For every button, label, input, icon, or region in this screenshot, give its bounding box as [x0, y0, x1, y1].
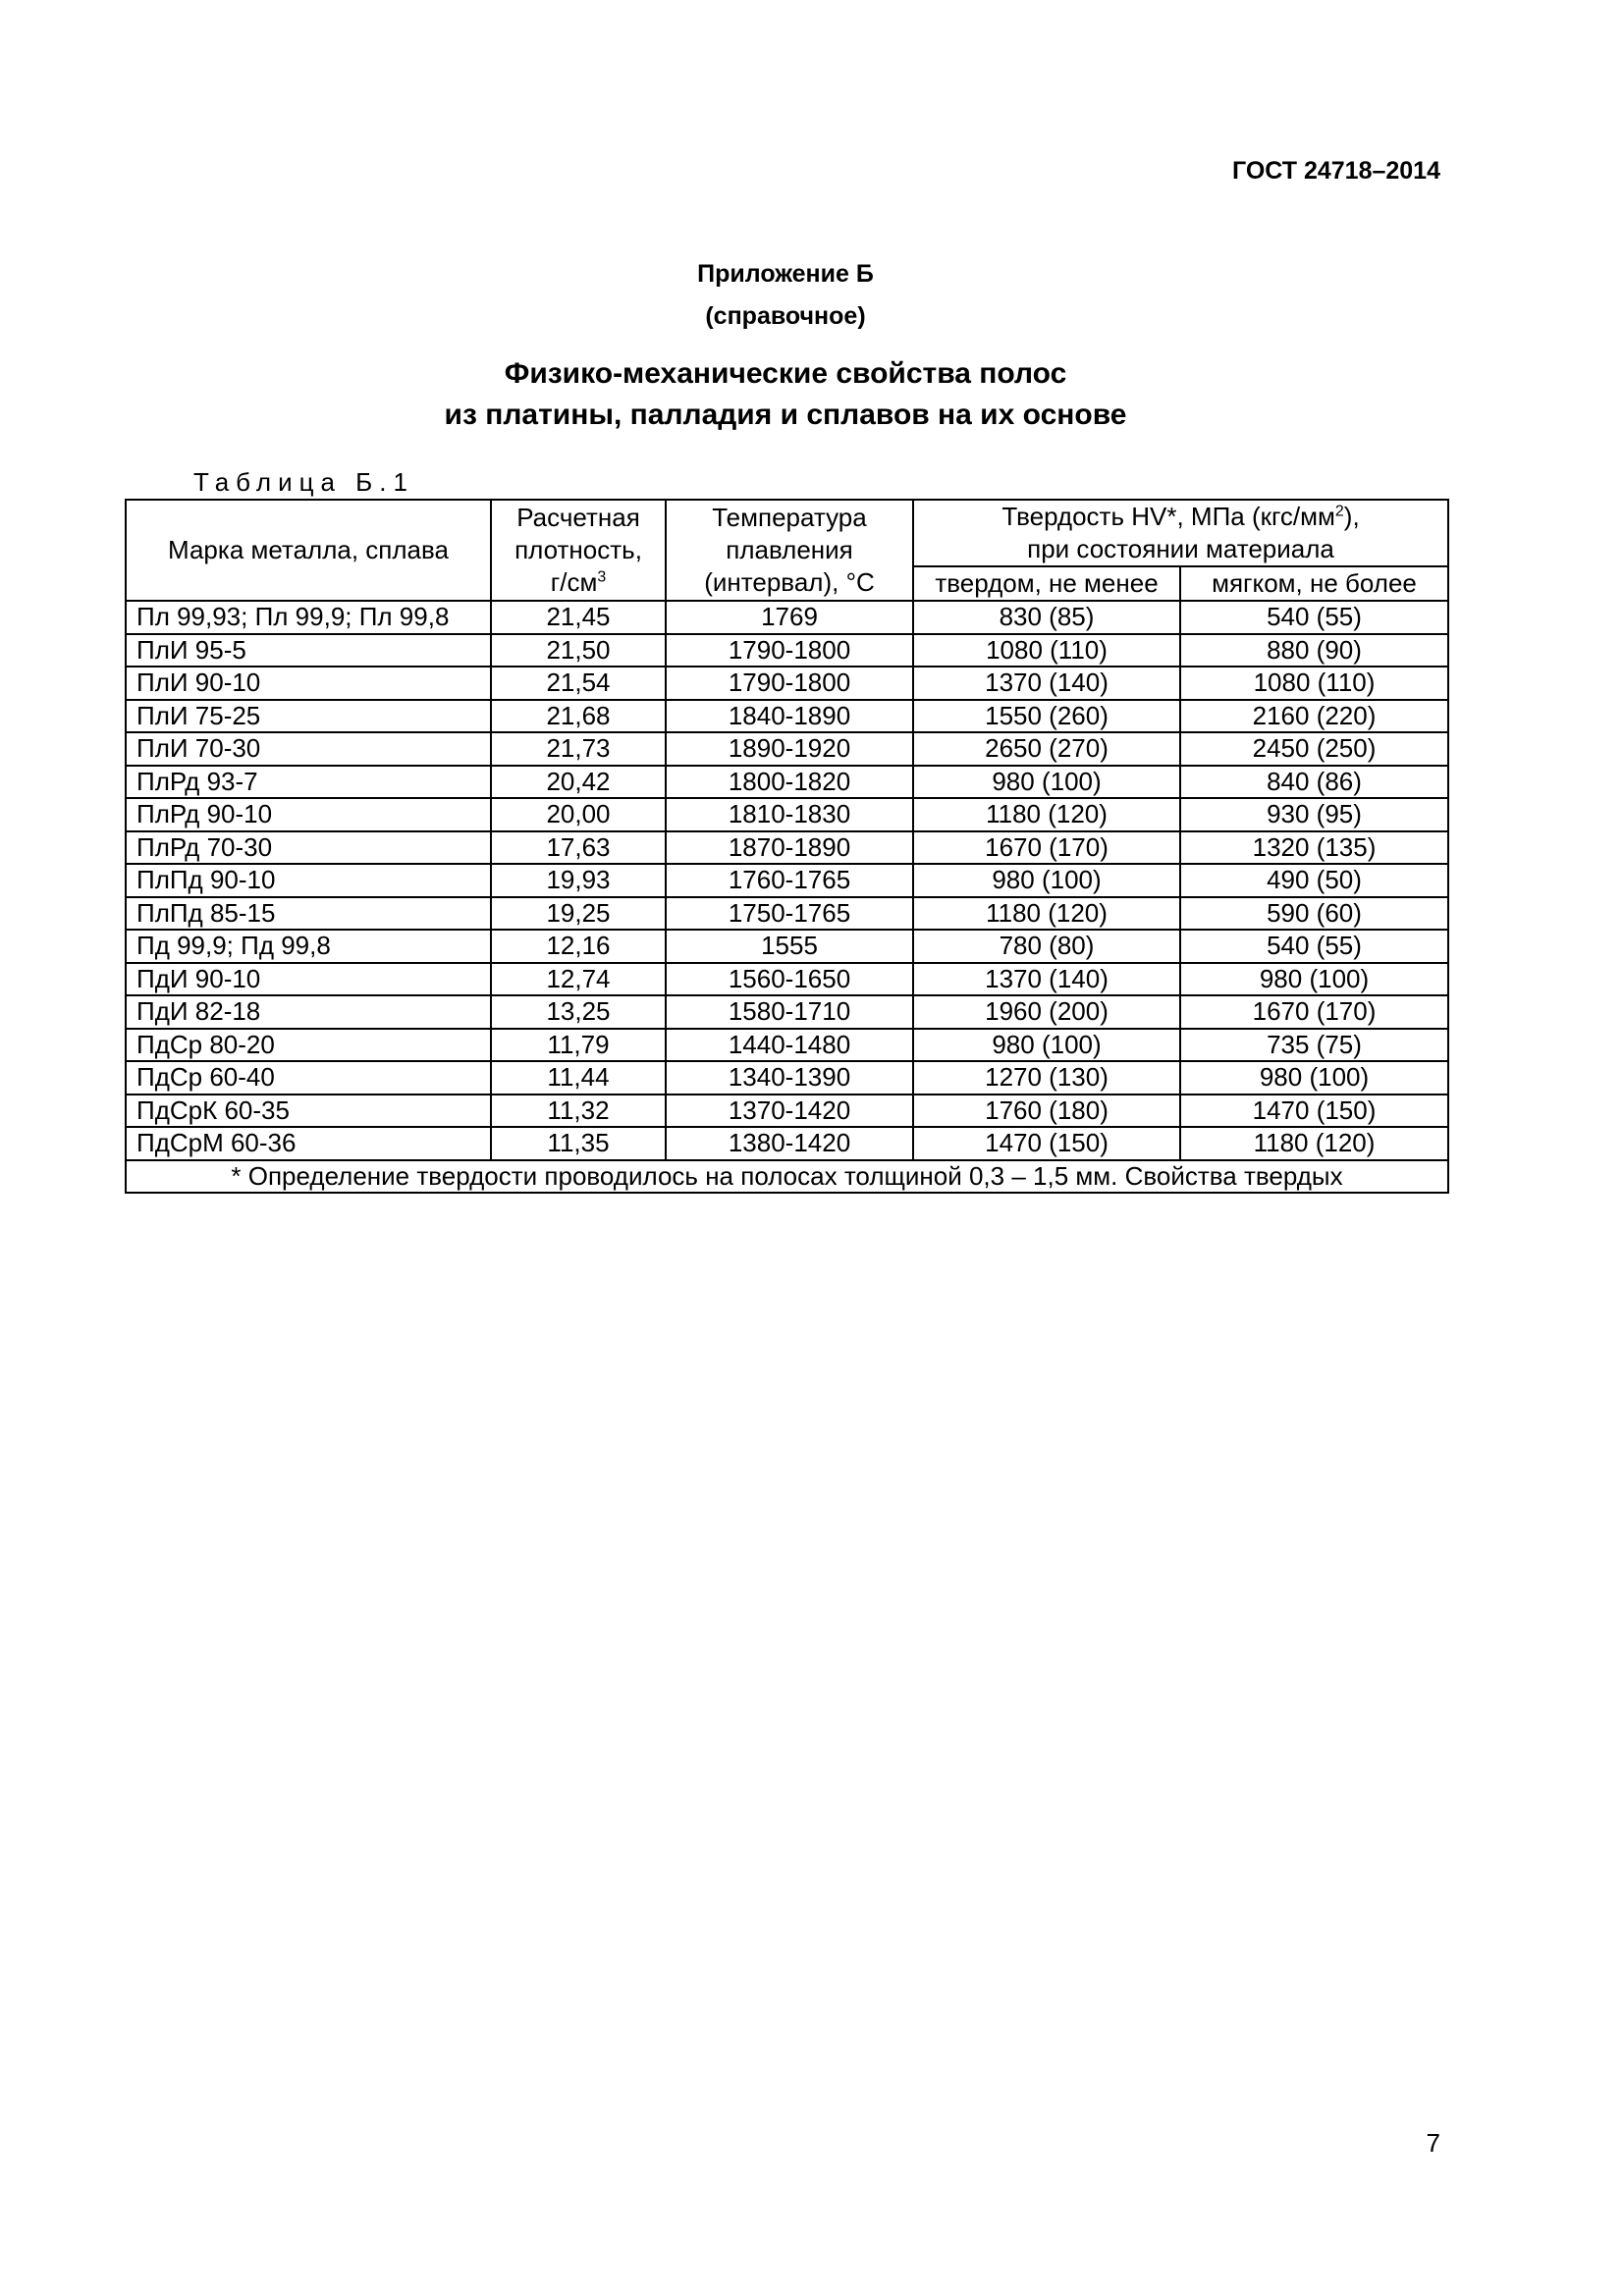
cell-grade: ПлИ 90-10 [126, 667, 491, 700]
density-unit-text: г/см [550, 567, 598, 597]
cell-density: 12,16 [491, 930, 666, 963]
header-hard: твердом, не менее [913, 566, 1180, 601]
cell-hardness-soft: 880 (90) [1180, 634, 1448, 667]
cell-grade: ПлРд 90-10 [126, 798, 491, 831]
properties-table [125, 499, 1449, 1194]
cell-density: 12,74 [491, 963, 666, 996]
cell-hardness-soft: 540 (55) [1180, 601, 1448, 634]
cell-melting: 1810-1830 [666, 798, 913, 831]
header-density-line-1: Расчетная [516, 503, 640, 532]
density-unit-sup: 3 [597, 568, 607, 586]
cell-grade: ПлРд 70-30 [126, 831, 491, 865]
cell-hardness-hard: 1370 (140) [913, 963, 1180, 996]
cell-hardness-hard: 1370 (140) [913, 667, 1180, 700]
cell-grade: ПлРд 93-7 [126, 766, 491, 799]
cell-grade: ПдСрК 60-35 [126, 1095, 491, 1128]
table-row [126, 732, 1448, 766]
table-row [126, 634, 1448, 667]
table-header [126, 500, 1448, 601]
cell-hardness-hard: 1270 (130) [913, 1061, 1180, 1095]
header-melting [666, 500, 913, 601]
cell-density: 13,25 [491, 995, 666, 1029]
cell-hardness-soft: 590 (60) [1180, 897, 1448, 931]
hardness-label-b: ), [1343, 502, 1360, 531]
cell-melting: 1750-1765 [666, 897, 913, 931]
cell-grade: ПлПд 90-10 [126, 864, 491, 897]
cell-melting: 1555 [666, 930, 913, 963]
table-row [126, 667, 1448, 700]
cell-density: 11,79 [491, 1029, 666, 1062]
cell-melting: 1340-1390 [666, 1061, 913, 1095]
cell-hardness-soft: 1670 (170) [1180, 995, 1448, 1029]
cell-density: 21,68 [491, 700, 666, 733]
cell-grade: ПлИ 95-5 [126, 634, 491, 667]
cell-hardness-soft: 735 (75) [1180, 1029, 1448, 1062]
table-row [126, 1029, 1448, 1062]
table-row [126, 766, 1448, 799]
appendix-kind: (справочное) [705, 302, 866, 330]
cell-hardness-hard: 980 (100) [913, 766, 1180, 799]
cell-hardness-hard: 1960 (200) [913, 995, 1180, 1029]
footnote-row [126, 1160, 1448, 1194]
appendix-heading [0, 253, 1571, 338]
cell-melting: 1370-1420 [666, 1095, 913, 1128]
table-row [126, 700, 1448, 733]
cell-hardness-hard: 780 (80) [913, 930, 1180, 963]
table-label: Таблица Б.1 [193, 467, 414, 497]
cell-hardness-hard: 1470 (150) [913, 1127, 1180, 1160]
footnote: * Определение твердости проводилось на полосах толщиной 0,3 – 1,5 мм. Свойства твердых [126, 1160, 1448, 1194]
table-row [126, 831, 1448, 865]
cell-melting: 1440-1480 [666, 1029, 913, 1062]
cell-density: 17,63 [491, 831, 666, 865]
cell-melting: 1870-1890 [666, 831, 913, 865]
table-row [126, 798, 1448, 831]
cell-hardness-hard: 1180 (120) [913, 798, 1180, 831]
cell-density: 20,00 [491, 798, 666, 831]
table-row [126, 897, 1448, 931]
cell-melting: 1380-1420 [666, 1127, 913, 1160]
cell-hardness-hard: 980 (100) [913, 1029, 1180, 1062]
header-melting-line-1: Температура [712, 503, 867, 532]
cell-density: 20,42 [491, 766, 666, 799]
header-hardness-line-1 [924, 501, 1437, 533]
table-footer [126, 1160, 1448, 1194]
cell-hardness-hard: 1550 (260) [913, 700, 1180, 733]
cell-hardness-soft: 1470 (150) [1180, 1095, 1448, 1128]
cell-density: 11,44 [491, 1061, 666, 1095]
cell-grade: Пл 99,93; Пл 99,9; Пл 99,8 [126, 601, 491, 634]
cell-hardness-soft: 1180 (120) [1180, 1127, 1448, 1160]
table-row [126, 1127, 1448, 1160]
cell-hardness-soft: 980 (100) [1180, 1061, 1448, 1095]
cell-melting: 1760-1765 [666, 864, 913, 897]
cell-density: 21,54 [491, 667, 666, 700]
header-density-line-2: плотность, [514, 535, 642, 564]
cell-density: 21,50 [491, 634, 666, 667]
cell-melting: 1790-1800 [666, 634, 913, 667]
cell-hardness-soft: 1080 (110) [1180, 667, 1448, 700]
table-row [126, 930, 1448, 963]
cell-hardness-soft: 2160 (220) [1180, 700, 1448, 733]
document-code: ГОСТ 24718–2014 [1232, 157, 1440, 185]
cell-hardness-hard: 1080 (110) [913, 634, 1180, 667]
cell-grade: ПдИ 82-18 [126, 995, 491, 1029]
cell-grade: Пд 99,9; Пд 99,8 [126, 930, 491, 963]
header-density-unit [502, 566, 655, 599]
cell-hardness-soft: 490 (50) [1180, 864, 1448, 897]
cell-hardness-soft: 1320 (135) [1180, 831, 1448, 865]
cell-melting: 1840-1890 [666, 700, 913, 733]
cell-hardness-soft: 540 (55) [1180, 930, 1448, 963]
table-row [126, 1095, 1448, 1128]
header-soft: мягком, не более [1180, 566, 1448, 601]
header-melting-line-2: плавления [726, 535, 853, 564]
document-title [0, 353, 1571, 436]
cell-grade: ПдСрМ 60-36 [126, 1127, 491, 1160]
cell-melting: 1560-1650 [666, 963, 913, 996]
cell-hardness-hard: 980 (100) [913, 864, 1180, 897]
cell-density: 21,73 [491, 732, 666, 766]
header-melting-line-3: (интервал), °С [704, 567, 875, 597]
table-row [126, 995, 1448, 1029]
cell-grade: ПлИ 75-25 [126, 700, 491, 733]
cell-melting: 1800-1820 [666, 766, 913, 799]
table-row [126, 963, 1448, 996]
header-hardness [913, 500, 1448, 566]
header-hardness-line-2: при состоянии материала [1027, 534, 1334, 563]
cell-hardness-soft: 840 (86) [1180, 766, 1448, 799]
cell-density: 19,25 [491, 897, 666, 931]
table-row [126, 1061, 1448, 1095]
cell-hardness-soft: 980 (100) [1180, 963, 1448, 996]
cell-hardness-soft: 2450 (250) [1180, 732, 1448, 766]
cell-grade: ПдСр 80-20 [126, 1029, 491, 1062]
header-grade: Марка металла, сплава [126, 500, 491, 601]
hardness-label-a: Твердость HV*, МПа (кгс/мм [1001, 502, 1335, 531]
cell-density: 11,32 [491, 1095, 666, 1128]
cell-density: 11,35 [491, 1127, 666, 1160]
cell-melting: 1580-1710 [666, 995, 913, 1029]
title-line-1: Физико-механические свойства полос [504, 357, 1067, 390]
cell-hardness-hard: 1180 (120) [913, 897, 1180, 931]
cell-melting: 1769 [666, 601, 913, 634]
table-body [126, 601, 1448, 1160]
cell-hardness-soft: 930 (95) [1180, 798, 1448, 831]
cell-grade: ПдСр 60-40 [126, 1061, 491, 1095]
title-line-2: из платины, палладия и сплавов на их основе [444, 399, 1127, 431]
cell-hardness-hard: 1760 (180) [913, 1095, 1180, 1128]
cell-grade: ПлПд 85-15 [126, 897, 491, 931]
header-density [491, 500, 666, 601]
table-row [126, 864, 1448, 897]
cell-grade: ПдИ 90-10 [126, 963, 491, 996]
cell-hardness-hard: 1670 (170) [913, 831, 1180, 865]
cell-density: 19,93 [491, 864, 666, 897]
header-row-1 [126, 500, 1448, 566]
cell-density: 21,45 [491, 601, 666, 634]
cell-grade: ПлИ 70-30 [126, 732, 491, 766]
page-number: 7 [1426, 2128, 1440, 2158]
appendix-title: Приложение Б [697, 260, 874, 288]
cell-melting: 1890-1920 [666, 732, 913, 766]
table-row [126, 601, 1448, 634]
hardness-label-sup: 2 [1334, 503, 1344, 520]
cell-hardness-hard: 830 (85) [913, 601, 1180, 634]
cell-hardness-hard: 2650 (270) [913, 732, 1180, 766]
cell-melting: 1790-1800 [666, 667, 913, 700]
